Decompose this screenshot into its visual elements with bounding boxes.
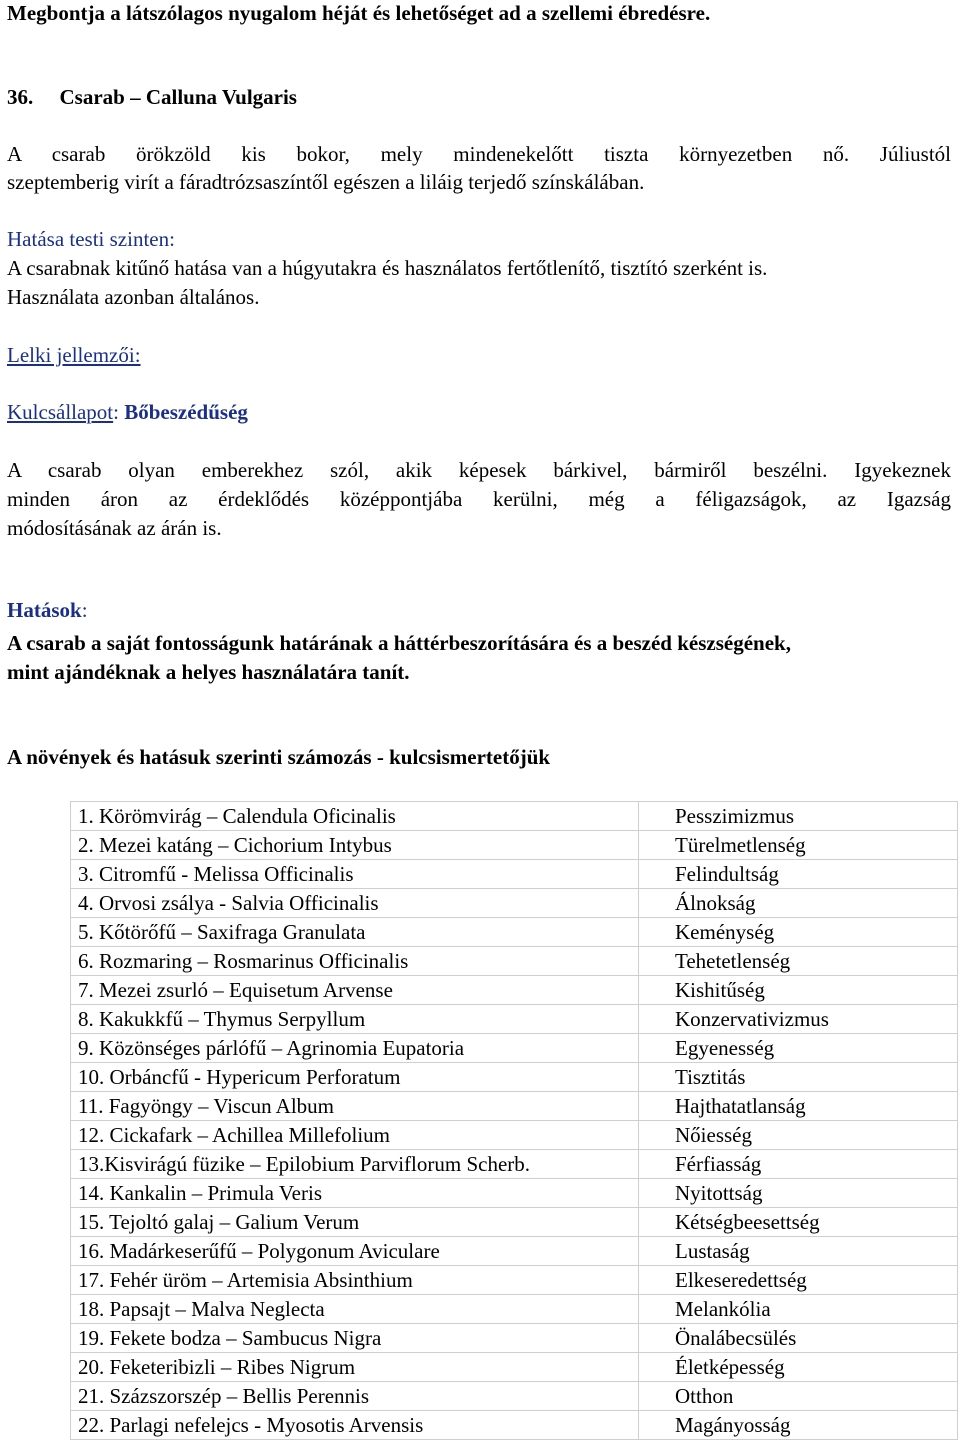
plant-name: Kakukkfű – Thymus Serpyllum [99,1007,366,1031]
plant-key-trait: Melankólia [639,1295,958,1324]
table-row [71,976,958,1005]
plant-name: Mezei katáng – Cichorium Intybus [99,833,392,857]
plant-key-trait: Álnokság [639,889,958,918]
plant-cell [71,1150,639,1179]
plant-key-trait: Tisztitás [639,1063,958,1092]
plant-number: 22. [78,1413,105,1437]
entry-title: Csarab – Calluna Vulgaris [59,85,297,109]
plant-number: 13. [78,1152,105,1176]
plant-number: 8. [78,1007,94,1031]
plant-number: 17. [78,1268,105,1292]
plants-table [70,801,958,1440]
table-row [71,918,958,947]
description-line-2: szeptemberig virít a fáradtrózsaszíntől egészen a liláig terjedő színskálában. [7,170,645,194]
plant-key-trait: Felindultság [639,860,958,889]
plant-number: 6. [78,949,94,973]
plant-number: 5. [78,920,94,944]
intro-line: Megbontja a látszólagos nyugalom héját és lehetőséget ad a szellemi ébredésre. [7,1,711,25]
effects-line-1: A csarab a saját fontosságunk határának a háttérbeszorítására és a beszéd készségének, [7,631,791,655]
plant-number: 15. [78,1210,105,1234]
plant-cell [71,976,639,1005]
key-state-sep: : [113,400,125,424]
plant-number: 3. [78,862,94,886]
plant-key-trait: Pesszimizmus [639,802,958,831]
plant-cell [71,1092,639,1121]
effects-heading-row [7,597,951,623]
plant-cell [71,1063,639,1092]
table-row [71,889,958,918]
plant-number: 10. [78,1065,105,1089]
plant-key-trait: Életképesség [639,1353,958,1382]
plant-cell [71,1411,639,1440]
plant-name: Kisvirágú füzike – Epilobium Parviflorum Scherb. [104,1152,531,1176]
plant-name: Orbáncfű - Hypericum Perforatum [109,1065,401,1089]
plant-key-trait: Türelmetlenség [639,831,958,860]
table-row [71,1005,958,1034]
table-row [71,947,958,976]
mental-line-3: módosításának az árán is. [7,516,222,540]
mental-line-1: A csarab olyan emberekhez szól, akik képesek bárkivel, bármiről beszélni. Igyekeznek [7,458,951,482]
effects-line-2: mint ajándéknak a helyes használatára tanít. [7,660,410,684]
plant-key-trait: Hajthatatlanság [639,1092,958,1121]
plant-number: 16. [78,1239,105,1263]
plant-name: Kőtörőfű – Saxifraga Granulata [99,920,366,944]
plant-name: Fekete bodza – Sambucus Nigra [109,1326,382,1350]
mental-heading: Lelki jellemzői: [7,343,141,367]
plant-cell [71,1034,639,1063]
plant-key-trait: Férfiasság [639,1150,958,1179]
physical-line-2: Használata azonban általános. [7,285,260,309]
plant-name: Kankalin – Primula Veris [109,1181,323,1205]
plant-cell [71,947,639,976]
key-state-label: Kulcsállapot [7,400,114,424]
plant-cell [71,860,639,889]
plant-name: Tejoltó galaj – Galium Verum [109,1210,360,1234]
plant-cell [71,1121,639,1150]
key-state [7,399,951,425]
plant-cell [71,1179,639,1208]
table-row [71,1179,958,1208]
effects-heading: Hatások [7,598,82,622]
table-row [71,1092,958,1121]
plant-key-trait: Konzervativizmus [639,1005,958,1034]
table-row [71,1237,958,1266]
plant-number: 9. [78,1036,94,1060]
table-row [71,1063,958,1092]
plant-cell [71,1353,639,1382]
plant-key-trait: Lustaság [639,1237,958,1266]
table-row [71,1150,958,1179]
plant-cell [71,802,639,831]
plant-name: Cickafark – Achillea Millefolium [109,1123,391,1147]
plant-key-trait: Önalábecsülés [639,1324,958,1353]
entry-number: 36. [7,85,34,109]
table-row [71,1034,958,1063]
table-row [71,1324,958,1353]
entry-heading [7,84,951,110]
plant-key-trait: Otthon [639,1382,958,1411]
plant-name: Százszorszép – Bellis Perennis [109,1384,370,1408]
plant-cell [71,1237,639,1266]
plant-key-trait: Nyitottság [639,1179,958,1208]
plant-name: Madárkeserűfű – Polygonum Aviculare [109,1239,440,1263]
plant-cell [71,1382,639,1411]
key-state-value: Bőbeszédűség [124,400,248,424]
plant-cell [71,1005,639,1034]
mental-line-2: minden áron az érdeklődés középpontjába kerülni, még a féligazságok, az Igazság [7,487,951,511]
table-row [71,1295,958,1324]
plant-key-trait: Elkeseredettség [639,1266,958,1295]
plant-key-trait: Nőiesség [639,1121,958,1150]
table-row [71,1353,958,1382]
table-row [71,860,958,889]
plant-key-trait: Kétségbeesettség [639,1208,958,1237]
plant-key-trait: Tehetetlenség [639,947,958,976]
plant-name: Feketeribizli – Ribes Nigrum [109,1355,356,1379]
table-row [71,1121,958,1150]
plant-name: Mezei zsurló – Equisetum Arvense [99,978,393,1002]
table-row [71,831,958,860]
plant-number: 20. [78,1355,105,1379]
plant-key-trait: Magányosság [639,1411,958,1440]
plant-name: Orvosi zsálya - Salvia Officinalis [99,891,379,915]
effects-colon: : [81,598,88,622]
plant-number: 12. [78,1123,105,1147]
table-heading: A növények és hatásuk szerinti számozás - kulcsismertetőjük [7,745,551,769]
plant-cell [71,918,639,947]
plant-number: 2. [78,833,94,857]
plant-name: Körömvirág – Calendula Oficinalis [99,804,396,828]
table-row [71,1411,958,1440]
plant-number: 1. [78,804,94,828]
plant-name: Papsajt – Malva Neglecta [109,1297,325,1321]
table-row [71,1382,958,1411]
physical-line-1: A csarabnak kitűnő hatása van a húgyutakra és használatos fertőtlenítő, tisztító szerként is. [7,256,768,280]
plant-number: 11. [78,1094,104,1118]
table-row [71,1266,958,1295]
plant-number: 21. [78,1384,105,1408]
plant-cell [71,889,639,918]
plant-name: Rozmaring – Rosmarinus Officinalis [99,949,409,973]
plant-key-trait: Egyenesség [639,1034,958,1063]
plant-name: Közönséges párlófű – Agrinomia Eupatoria [99,1036,465,1060]
plant-key-trait: Kishitűség [639,976,958,1005]
plant-name: Fagyöngy – Viscun Album [108,1094,335,1118]
table-row [71,1208,958,1237]
plant-cell [71,1324,639,1353]
plant-number: 4. [78,891,94,915]
plant-name: Parlagi nefelejcs - Myosotis Arvensis [109,1413,424,1437]
plant-cell [71,831,639,860]
plant-number: 7. [78,978,94,1002]
plants-table-body [71,802,958,1440]
description-line-1: A csarab örökzöld kis bokor, mely mindenekelőtt tiszta környezetben nő. Júliustól [7,142,951,166]
plant-cell [71,1208,639,1237]
plant-number: 14. [78,1181,105,1205]
plant-name: Citromfű - Melissa Officinalis [99,862,354,886]
plant-key-trait: Keménység [639,918,958,947]
plant-number: 18. [78,1297,105,1321]
plant-name: Fehér üröm – Artemisia Absinthium [109,1268,413,1292]
plant-cell [71,1295,639,1324]
physical-heading: Hatása testi szinten: [7,227,175,251]
plant-number: 19. [78,1326,105,1350]
table-row [71,802,958,831]
plant-cell [71,1266,639,1295]
